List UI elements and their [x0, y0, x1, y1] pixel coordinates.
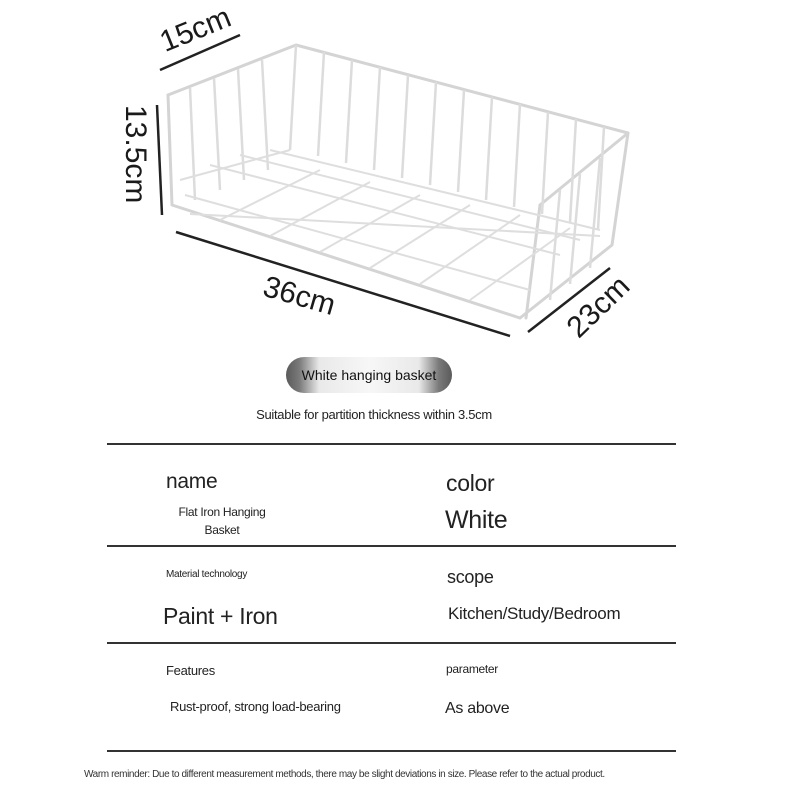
spec-features-value: Rust-proof, strong load-bearing [170, 699, 341, 714]
footer-reminder: Warm reminder: Due to different measurement methods, there may be slight deviations in size. Please refer to the actual product. [84, 769, 605, 780]
spec-color-label: color [446, 470, 495, 496]
table-rule-2 [107, 642, 676, 644]
spec-material-label: Material technology [166, 569, 248, 580]
spec-scope-label: scope [447, 567, 494, 587]
table-rule-1 [107, 545, 676, 547]
spec-color-value: White [445, 506, 508, 534]
product-badge-text: White hanging basket [301, 367, 437, 383]
dimension-width-label: 15cm [155, 0, 236, 59]
spec-scope-value: Kitchen/Study/Bedroom [448, 604, 621, 623]
spec-name-value: Flat Iron Hanging Basket [178, 505, 266, 537]
spec-material-value: Paint + Iron [163, 603, 278, 629]
spec-parameter-label: parameter [446, 662, 498, 676]
table-rule-top [107, 443, 676, 445]
spec-name-label: name [166, 470, 218, 493]
spec-features-label: Features [166, 663, 215, 678]
spec-parameter-value: As above [445, 700, 510, 717]
table-rule-bottom [107, 750, 676, 752]
dimension-height-label: 13.5cm [119, 105, 152, 204]
dimension-length-label: 36cm [259, 270, 340, 323]
product-badge [286, 357, 452, 393]
dimension-depth-label: 23cm [560, 269, 637, 345]
product-subtitle: Suitable for partition thickness within 3.5cm [256, 407, 492, 422]
